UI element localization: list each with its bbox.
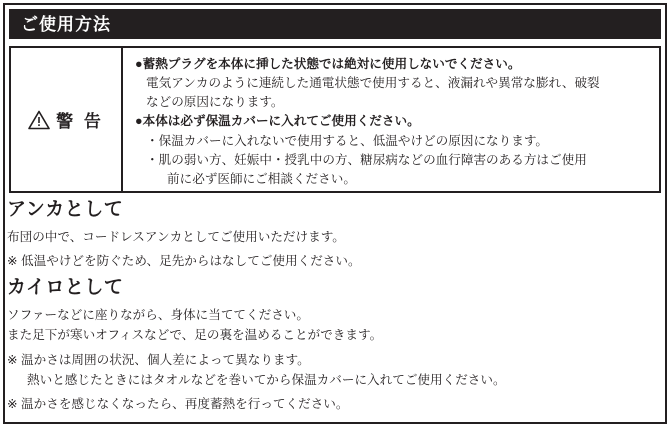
section-line: 布団の中で、コードレスアンカとしてご使用いただけます。: [7, 229, 345, 244]
section-line: 熱いと感じたときにはタオルなどを巻いてから保温カバーに入れてご使用ください。: [27, 373, 506, 388]
page-title: ご使用方法: [21, 14, 111, 34]
section-header-bar: [9, 9, 661, 39]
warning-label-cell: [11, 48, 123, 191]
section-title-anka: アンカとして: [7, 199, 124, 220]
warning-line: 電気アンカのように連続した通電状態で使用すると、液漏れや異常な膨れ、破裂: [146, 76, 600, 91]
warning-triangle-icon: [28, 110, 50, 130]
section-line: ソファーなどに座りながら、身体に当ててください。: [7, 307, 309, 322]
warning-label-text: 警 告: [56, 112, 104, 131]
section-kairo: [7, 278, 663, 415]
warning-line: ●蓄熱プラグを本体に挿した状態では絶対に使用しないでください。: [135, 57, 521, 71]
warning-text-block: [123, 48, 659, 191]
warning-box: [9, 46, 661, 193]
section-line: ※ 温かさは周囲の状況、個人差によって異なります。: [7, 352, 310, 367]
warning-line: ・肌の弱い方、妊娠中・授乳中の方、糖尿病などの血行障害のある方はご使用: [146, 152, 587, 167]
warning-line: などの原因になります。: [146, 95, 284, 110]
warning-line: ・保温カバーに入れないで使用すると、低温やけどの原因になります。: [146, 133, 548, 148]
section-line: ※ 低温やけどを防ぐため、足先からはなしてご使用ください。: [7, 254, 361, 269]
warning-line: 前に必ず医師にご相談ください。: [167, 171, 356, 186]
section-line: ※ 温かさを感じなくなったら、再度蓄熱を行ってください。: [7, 397, 349, 412]
section-line: また足下が寒いオフィスなどで、足の裏を温めることができます。: [7, 328, 383, 343]
warning-line: ●本体は必ず保温カバーに入れてご使用ください。: [135, 114, 420, 129]
section-title-kairo: カイロとして: [7, 277, 124, 298]
section-anka: [7, 200, 663, 272]
